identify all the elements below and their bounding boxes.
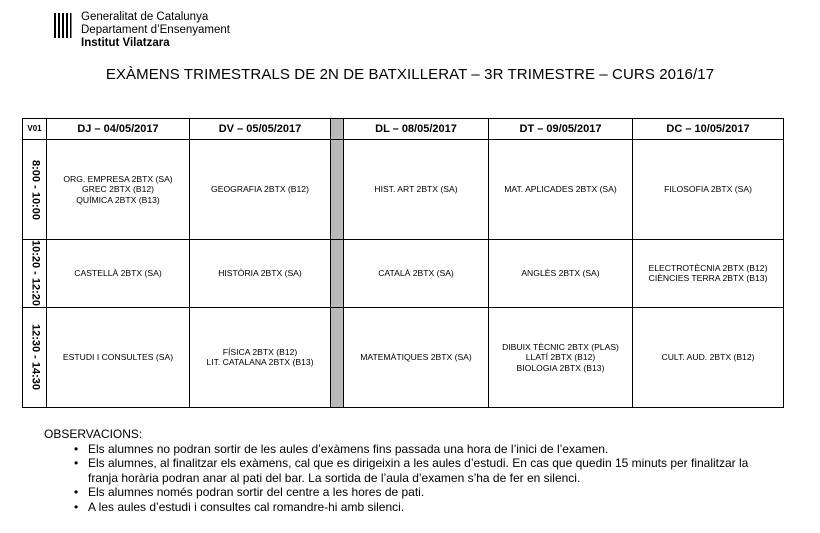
table-row [23, 140, 784, 240]
observation-item [74, 499, 774, 515]
observation-text: Els alumnes no podran sortir de les aules d’exàmens fins passada una hora de l’inici de l’examen. [88, 441, 609, 456]
exam-subject: GEOGRAFIA 2BTX (B12) [211, 184, 309, 195]
time-slot-label: 8:00 - 10:00 [28, 159, 41, 220]
exam-subject: GREC 2BTX (B12) [81, 184, 155, 195]
day-header: DJ – 04/05/2017 [47, 119, 190, 140]
exam-cell [190, 307, 331, 407]
exam-cell [344, 240, 489, 308]
school-name: Institut Vilatzara [81, 37, 170, 49]
exam-subject: CASTELLÀ 2BTX (SA) [74, 268, 162, 279]
table-row [23, 307, 784, 407]
exam-subject: FILOSOFIA 2BTX (SA) [664, 184, 752, 195]
bullet-icon: • [74, 456, 79, 470]
week-separator [331, 140, 344, 240]
page-title: EXÀMENS TRIMESTRALS DE 2N DE BATXILLERAT – 3R TRIMESTRE – CURS 2016/17 [105, 66, 715, 83]
header-row [23, 119, 784, 140]
observation-text: A les aules d’estudi i consultes cal romandre-hi amb silenci. [88, 499, 405, 514]
time-slot [23, 140, 47, 240]
exam-cell [489, 240, 633, 308]
exam-subject: HIST. ART 2BTX (SA) [374, 184, 458, 195]
exam-subject: BIOLOGIA 2BTX (B13) [516, 362, 605, 373]
time-slot-label: 10:20 - 12:20 [28, 240, 41, 307]
week-separator [331, 307, 344, 407]
day-header: DV – 05/05/2017 [190, 119, 331, 140]
observation-item [74, 456, 774, 485]
exam-subject: LIT. CATALANA 2BTX (B13) [206, 357, 314, 368]
week-separator [331, 240, 344, 308]
exam-subject: CATALÀ 2BTX (SA) [378, 268, 454, 279]
org-line-2: Departament d’Ensenyament [81, 24, 230, 36]
exam-cell [489, 140, 633, 240]
observations-list [44, 442, 774, 515]
bullet-icon: • [74, 485, 79, 499]
exam-subject: ESTUDI I CONSULTES (SA) [62, 352, 174, 363]
exam-subject: ORG. EMPRESA 2BTX (SA) [63, 173, 173, 184]
exam-cell [344, 307, 489, 407]
bullet-icon: • [74, 441, 79, 456]
generalitat-logo-icon [53, 12, 72, 39]
exam-cell [633, 240, 784, 308]
exam-subject: CIÈNCIES TERRA 2BTX (B13) [648, 273, 768, 284]
exam-cell [190, 240, 331, 308]
observation-text: Els alumnes, al finalitzar els exàmens, cal que es dirigeixin a les aules d’estudi. En cas que quedin 15 minuts per finalitzar la franja horària podran anar al pati del bar. La sortida de l’aula d’examen s’ha de fer en silenci. [88, 456, 749, 485]
observations-heading: OBSERVACIONS: [44, 427, 143, 441]
exam-subject: DIBUIX TÈCNIC 2BTX (PLAS) [502, 341, 619, 352]
exam-cell [344, 140, 489, 240]
exam-subject: HISTÒRIA 2BTX (SA) [218, 268, 302, 279]
time-slot [23, 240, 47, 308]
org-line-1: Generalitat de Catalunya [81, 11, 209, 23]
exam-subject: CULT. AUD. 2BTX (B12) [661, 352, 755, 363]
week-separator [331, 119, 344, 140]
exam-subject: QUÍMICA 2BTX (B13) [76, 194, 160, 205]
exam-cell [190, 140, 331, 240]
exam-subject: ELECTROTÈCNIA 2BTX (B12) [648, 262, 768, 273]
exam-schedule-table [22, 118, 784, 408]
observation-item [74, 441, 774, 457]
time-slot-label: 12:30 - 14:30 [28, 324, 41, 391]
organization-header [81, 11, 230, 50]
exam-subject: FÍSICA 2BTX (B12) [222, 346, 298, 357]
time-slot [23, 307, 47, 407]
day-header: DT – 09/05/2017 [489, 119, 633, 140]
exam-cell [47, 140, 190, 240]
exam-subject: LLATÍ 2BTX (B12) [525, 352, 596, 363]
exam-subject: MAT. APLICADES 2BTX (SA) [504, 184, 617, 195]
exam-cell [47, 307, 190, 407]
bullet-icon: • [74, 499, 79, 514]
exam-cell [633, 140, 784, 240]
observation-item [74, 485, 774, 500]
day-header: DL – 08/05/2017 [344, 119, 489, 140]
observations [44, 427, 774, 514]
day-header: DC – 10/05/2017 [633, 119, 784, 140]
exam-subject: MATEMÀTIQUES 2BTX (SA) [360, 352, 472, 363]
exam-cell [633, 307, 784, 407]
exam-cell [47, 240, 190, 308]
exam-subject: ANGLÈS 2BTX (SA) [521, 268, 600, 279]
exam-cell [489, 307, 633, 407]
table-corner-code: V01 [23, 119, 47, 140]
table-row [23, 240, 784, 308]
observation-text: Els alumnes només podran sortir del centre a les hores de pati. [88, 485, 425, 499]
